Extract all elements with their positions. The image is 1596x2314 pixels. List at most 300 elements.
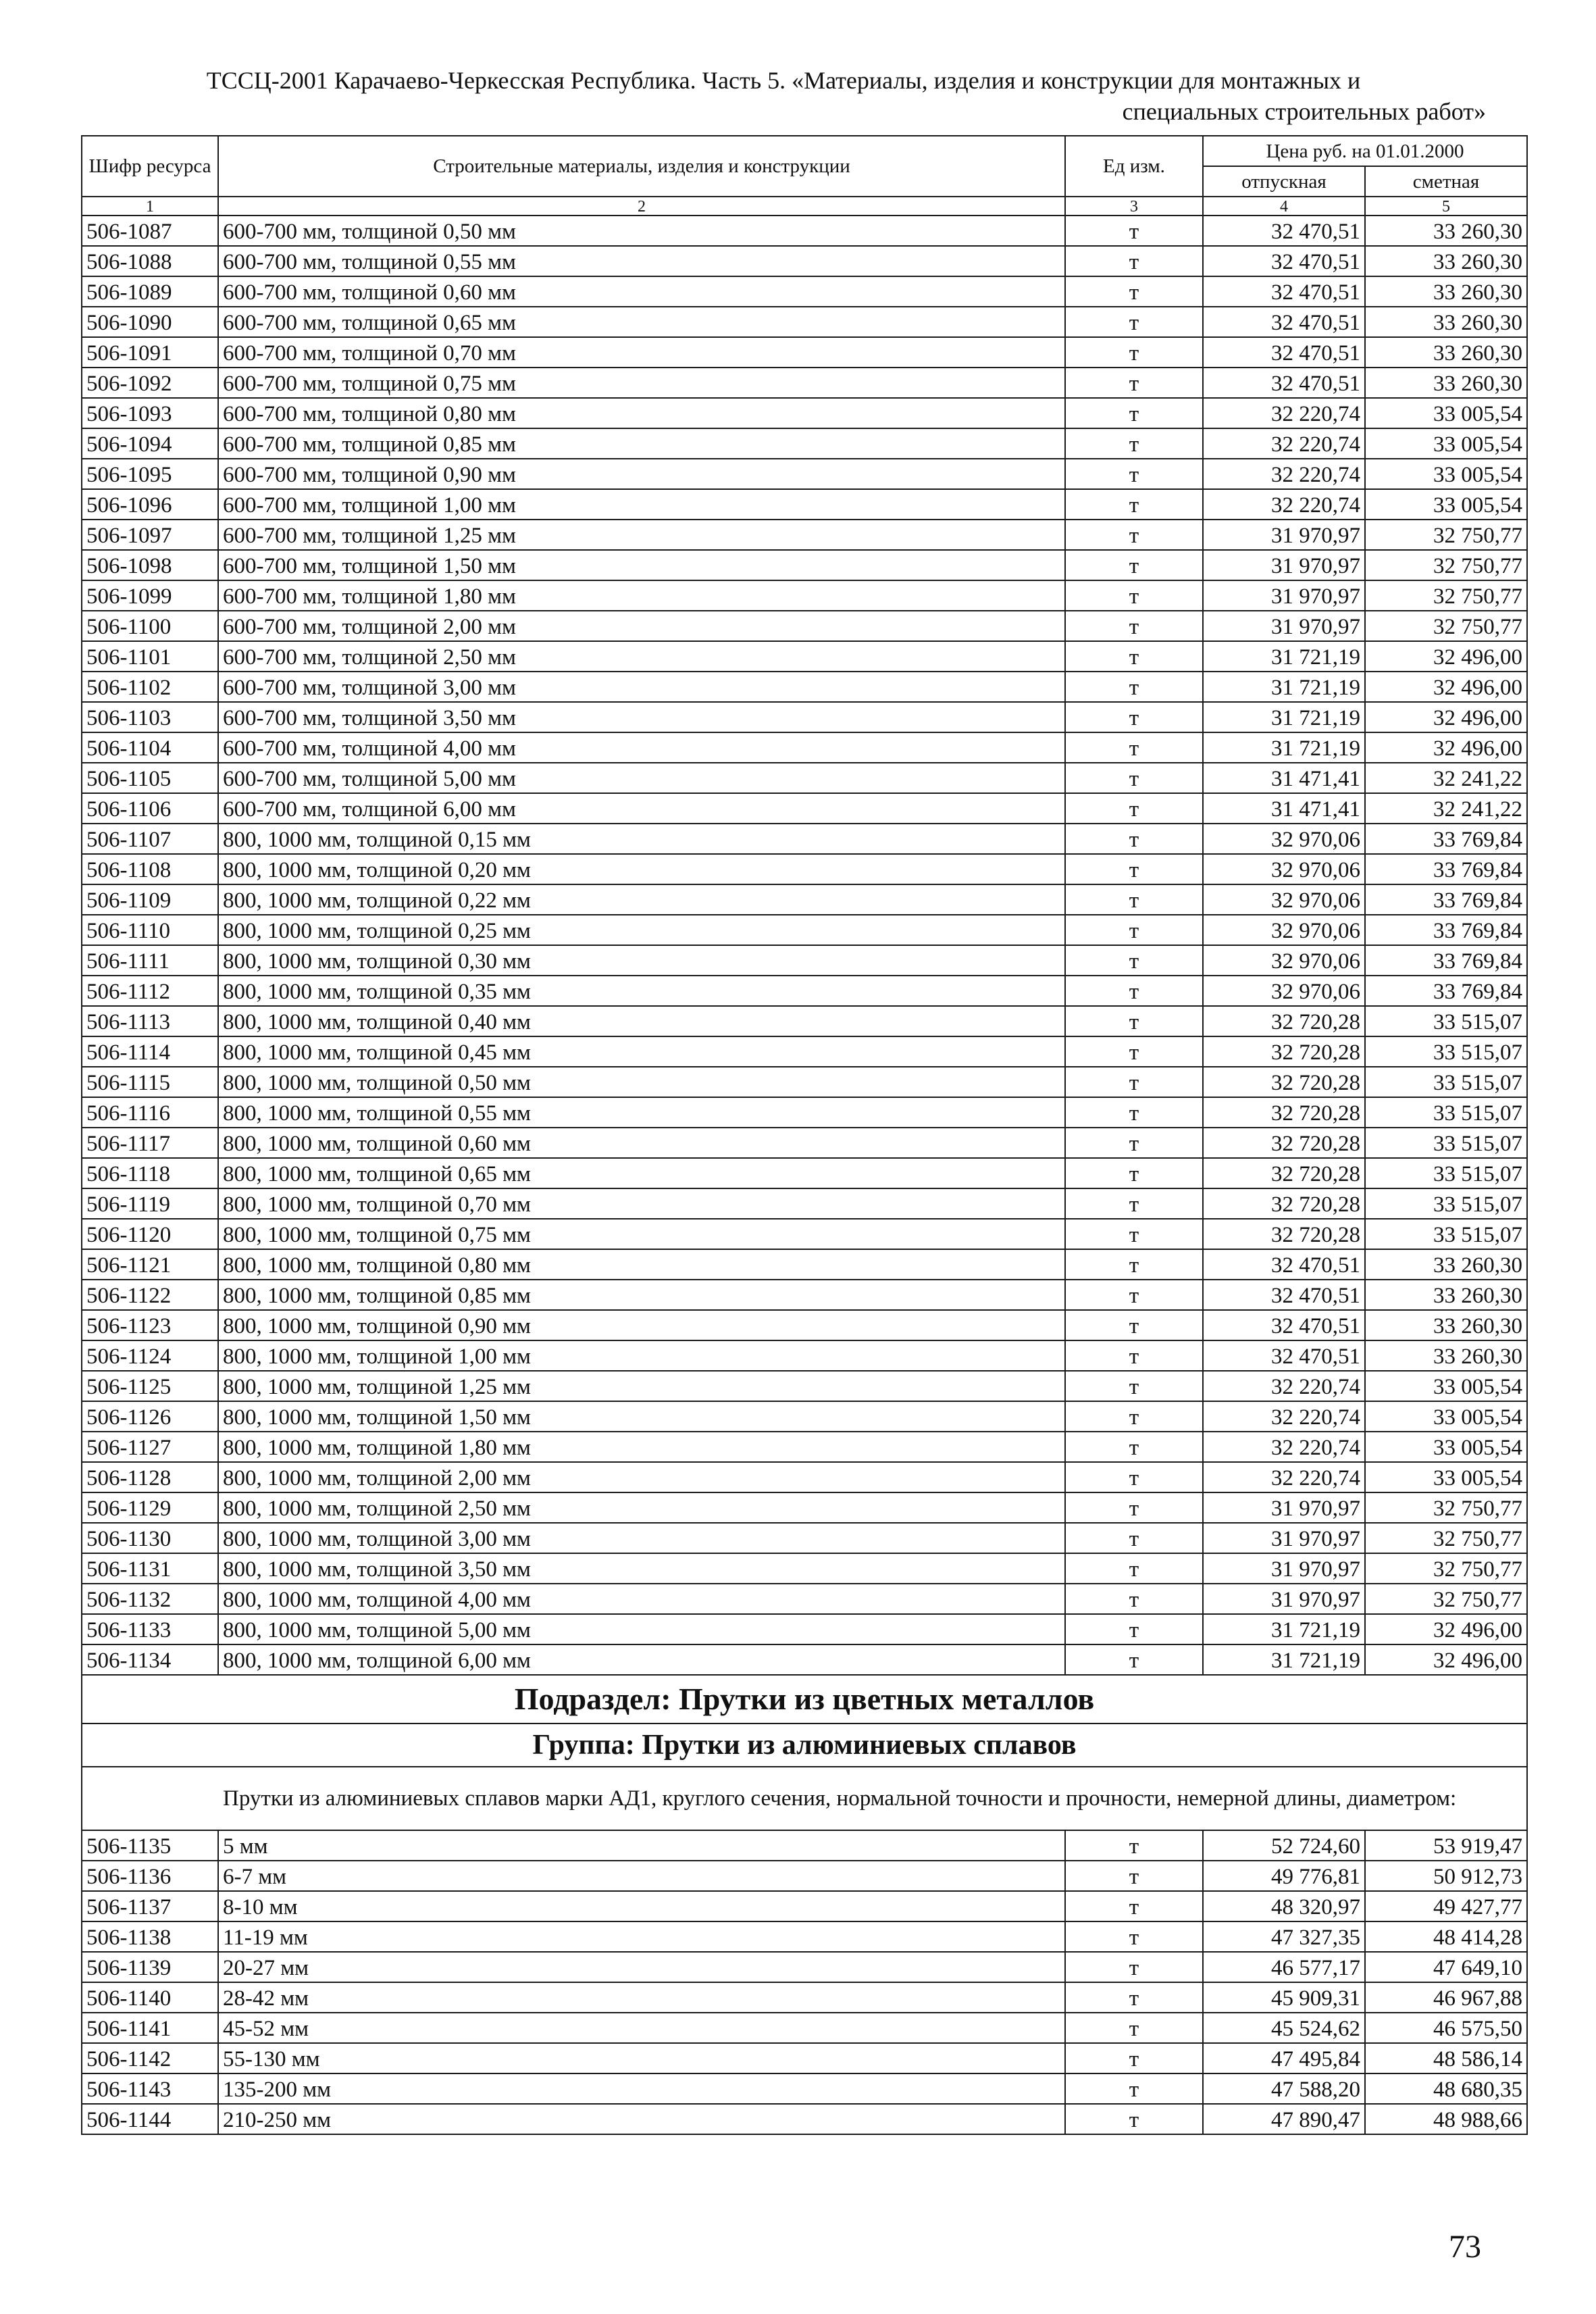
cell-unit: т — [1065, 1310, 1203, 1340]
table-row — [82, 1891, 1527, 1921]
cell-unit: т — [1065, 520, 1203, 550]
cell-unit: т — [1065, 854, 1203, 884]
table-row — [82, 2104, 1527, 2134]
cell-name: 800, 1000 мм, толщиной 1,25 мм — [218, 1371, 1065, 1401]
cell-release-price: 47 495,84 — [1203, 2043, 1365, 2073]
table-row — [82, 1097, 1527, 1128]
table-row — [82, 1188, 1527, 1219]
cell-code: 506-1104 — [82, 732, 218, 763]
table-row — [82, 459, 1527, 489]
table-row — [82, 1861, 1527, 1891]
column-number: 1 — [82, 197, 218, 216]
cell-unit: т — [1065, 246, 1203, 276]
cell-code: 506-1124 — [82, 1340, 218, 1371]
cell-estimate-price: 46 967,88 — [1365, 1982, 1527, 2013]
cell-name: 600-700 мм, толщиной 4,00 мм — [218, 732, 1065, 763]
cell-release-price: 31 970,97 — [1203, 580, 1365, 611]
cell-unit: т — [1065, 1861, 1203, 1891]
cell-release-price: 32 220,74 — [1203, 489, 1365, 520]
cell-name: 800, 1000 мм, толщиной 4,00 мм — [218, 1584, 1065, 1614]
cell-release-price: 47 588,20 — [1203, 2073, 1365, 2104]
cell-release-price: 32 720,28 — [1203, 1097, 1365, 1128]
cell-code: 506-1128 — [82, 1462, 218, 1492]
cell-name: 800, 1000 мм, толщиной 0,60 мм — [218, 1128, 1065, 1158]
cell-code: 506-1092 — [82, 368, 218, 398]
cell-unit: т — [1065, 1006, 1203, 1036]
col-header-release: отпускная — [1203, 166, 1365, 197]
cell-name: 11-19 мм — [218, 1921, 1065, 1952]
cell-unit: т — [1065, 1219, 1203, 1249]
cell-estimate-price: 33 515,07 — [1365, 1188, 1527, 1219]
cell-code: 506-1143 — [82, 2073, 218, 2104]
table-row — [82, 1401, 1527, 1432]
cell-code: 506-1140 — [82, 1982, 218, 2013]
cell-unit: т — [1065, 1128, 1203, 1158]
cell-release-price: 32 470,51 — [1203, 246, 1365, 276]
cell-release-price: 31 970,97 — [1203, 1523, 1365, 1553]
cell-unit: т — [1065, 702, 1203, 732]
cell-code: 506-1130 — [82, 1523, 218, 1553]
cell-estimate-price: 33 260,30 — [1365, 1310, 1527, 1340]
cell-unit: т — [1065, 2104, 1203, 2134]
cell-release-price: 32 970,06 — [1203, 976, 1365, 1006]
cell-code: 506-1100 — [82, 611, 218, 641]
col-header-name: Строительные материалы, изделия и конструкции — [218, 136, 1065, 197]
table-row — [82, 276, 1527, 307]
table-row — [82, 520, 1527, 550]
cell-name: 55-130 мм — [218, 2043, 1065, 2073]
cell-unit: т — [1065, 1371, 1203, 1401]
cell-estimate-price: 33 260,30 — [1365, 246, 1527, 276]
cell-unit: т — [1065, 824, 1203, 854]
table-row — [82, 1310, 1527, 1340]
cell-estimate-price: 33 260,30 — [1365, 216, 1527, 246]
cell-unit: т — [1065, 1432, 1203, 1462]
cell-release-price: 48 320,97 — [1203, 1891, 1365, 1921]
section-block — [82, 1675, 1527, 1830]
cell-name: 210-250 мм — [218, 2104, 1065, 2134]
cell-unit: т — [1065, 1492, 1203, 1523]
table-row — [82, 489, 1527, 520]
cell-code: 506-1125 — [82, 1371, 218, 1401]
table-row — [82, 337, 1527, 368]
cell-estimate-price: 32 750,77 — [1365, 1553, 1527, 1584]
cell-unit: т — [1065, 1891, 1203, 1921]
cell-unit: т — [1065, 1523, 1203, 1553]
table-row — [82, 368, 1527, 398]
table-body-sheet — [82, 216, 1527, 1675]
table-row — [82, 1432, 1527, 1462]
cell-release-price: 46 577,17 — [1203, 1952, 1365, 1982]
cell-code: 506-1127 — [82, 1432, 218, 1462]
cell-name: 600-700 мм, толщиной 0,80 мм — [218, 398, 1065, 428]
cell-code: 506-1120 — [82, 1219, 218, 1249]
cell-estimate-price: 32 750,77 — [1365, 580, 1527, 611]
cell-estimate-price: 33 005,54 — [1365, 489, 1527, 520]
cell-release-price: 31 471,41 — [1203, 763, 1365, 793]
cell-unit: т — [1065, 641, 1203, 672]
cell-release-price: 45 909,31 — [1203, 1982, 1365, 2013]
cell-name: 45-52 мм — [218, 2013, 1065, 2043]
cell-unit: т — [1065, 428, 1203, 459]
price-table — [81, 135, 1528, 2135]
cell-code: 506-1122 — [82, 1280, 218, 1310]
table-row — [82, 1158, 1527, 1188]
cell-code: 506-1131 — [82, 1553, 218, 1584]
cell-name: 28-42 мм — [218, 1982, 1065, 2013]
cell-estimate-price: 32 496,00 — [1365, 702, 1527, 732]
cell-code: 506-1132 — [82, 1584, 218, 1614]
cell-unit: т — [1065, 793, 1203, 824]
table-row — [82, 884, 1527, 915]
cell-name: 800, 1000 мм, толщиной 0,65 мм — [218, 1158, 1065, 1188]
table-row — [82, 398, 1527, 428]
cell-estimate-price: 33 005,54 — [1365, 428, 1527, 459]
cell-name: 800, 1000 мм, толщиной 6,00 мм — [218, 1644, 1065, 1675]
cell-name: 600-700 мм, толщиной 3,00 мм — [218, 672, 1065, 702]
table-row — [82, 1128, 1527, 1158]
cell-release-price: 45 524,62 — [1203, 2013, 1365, 2043]
cell-name: 600-700 мм, толщиной 0,90 мм — [218, 459, 1065, 489]
cell-unit: т — [1065, 732, 1203, 763]
cell-name: 600-700 мм, толщиной 2,50 мм — [218, 641, 1065, 672]
cell-release-price: 47 327,35 — [1203, 1921, 1365, 1952]
cell-estimate-price: 33 005,54 — [1365, 1371, 1527, 1401]
cell-release-price: 31 721,19 — [1203, 732, 1365, 763]
cell-name: 135-200 мм — [218, 2073, 1065, 2104]
table-row — [82, 1067, 1527, 1097]
cell-unit: т — [1065, 611, 1203, 641]
table-row — [82, 945, 1527, 976]
col-header-estimate: сметная — [1365, 166, 1527, 197]
cell-release-price: 32 220,74 — [1203, 1401, 1365, 1432]
cell-name: 800, 1000 мм, толщиной 0,55 мм — [218, 1097, 1065, 1128]
column-number: 4 — [1203, 197, 1365, 216]
cell-unit: т — [1065, 2013, 1203, 2043]
cell-release-price: 32 970,06 — [1203, 915, 1365, 945]
cell-code: 506-1129 — [82, 1492, 218, 1523]
cell-code: 506-1098 — [82, 550, 218, 580]
cell-name: 8-10 мм — [218, 1891, 1065, 1921]
table-row — [82, 550, 1527, 580]
cell-release-price: 32 720,28 — [1203, 1036, 1365, 1067]
cell-estimate-price: 33 769,84 — [1365, 915, 1527, 945]
cell-release-price: 32 220,74 — [1203, 1432, 1365, 1462]
cell-code: 506-1112 — [82, 976, 218, 1006]
cell-name: 600-700 мм, толщиной 0,50 мм — [218, 216, 1065, 246]
table-row — [82, 1462, 1527, 1492]
cell-name: 800, 1000 мм, толщиной 3,50 мм — [218, 1553, 1065, 1584]
cell-release-price: 32 220,74 — [1203, 428, 1365, 459]
cell-estimate-price: 46 575,50 — [1365, 2013, 1527, 2043]
group-description: Прутки из алюминиевых сплавов марки АД1, круглого сечения, нормальной точности и прочности, немерной длины, диаметром: — [82, 1767, 1527, 1830]
cell-code: 506-1123 — [82, 1310, 218, 1340]
table-row — [82, 854, 1527, 884]
cell-estimate-price: 33 260,30 — [1365, 276, 1527, 307]
table-row — [82, 732, 1527, 763]
cell-name: 800, 1000 мм, толщиной 0,70 мм — [218, 1188, 1065, 1219]
description-row — [82, 1767, 1527, 1830]
cell-estimate-price: 33 515,07 — [1365, 1128, 1527, 1158]
cell-release-price: 52 724,60 — [1203, 1830, 1365, 1861]
table-row — [82, 2013, 1527, 2043]
cell-code: 506-1115 — [82, 1067, 218, 1097]
cell-name: 600-700 мм, толщиной 1,00 мм — [218, 489, 1065, 520]
table-row — [82, 1921, 1527, 1952]
cell-release-price: 32 470,51 — [1203, 1249, 1365, 1280]
table-row — [82, 1249, 1527, 1280]
cell-code: 506-1134 — [82, 1644, 218, 1675]
table-row — [82, 1371, 1527, 1401]
cell-unit: т — [1065, 2073, 1203, 2104]
document-header — [81, 65, 1486, 127]
cell-code: 506-1091 — [82, 337, 218, 368]
cell-code: 506-1105 — [82, 763, 218, 793]
table-row — [82, 793, 1527, 824]
cell-estimate-price: 33 260,30 — [1365, 1249, 1527, 1280]
table-row — [82, 1280, 1527, 1310]
cell-release-price: 32 470,51 — [1203, 1280, 1365, 1310]
cell-estimate-price: 32 496,00 — [1365, 1644, 1527, 1675]
cell-release-price: 32 220,74 — [1203, 459, 1365, 489]
col-header-unit: Ед изм. — [1065, 136, 1203, 197]
cell-estimate-price: 33 515,07 — [1365, 1158, 1527, 1188]
cell-code: 506-1137 — [82, 1891, 218, 1921]
cell-code: 506-1106 — [82, 793, 218, 824]
cell-unit: т — [1065, 1280, 1203, 1310]
table-row — [82, 580, 1527, 611]
cell-release-price: 32 220,74 — [1203, 1371, 1365, 1401]
cell-unit: т — [1065, 1462, 1203, 1492]
cell-release-price: 32 720,28 — [1203, 1188, 1365, 1219]
cell-estimate-price: 33 515,07 — [1365, 1036, 1527, 1067]
cell-estimate-price: 33 769,84 — [1365, 976, 1527, 1006]
table-row — [82, 1006, 1527, 1036]
cell-name: 800, 1000 мм, толщиной 1,80 мм — [218, 1432, 1065, 1462]
cell-unit: т — [1065, 337, 1203, 368]
cell-unit: т — [1065, 276, 1203, 307]
cell-release-price: 31 970,97 — [1203, 550, 1365, 580]
cell-unit: т — [1065, 368, 1203, 398]
cell-estimate-price: 32 241,22 — [1365, 793, 1527, 824]
table-row — [82, 428, 1527, 459]
cell-name: 800, 1000 мм, толщиной 1,00 мм — [218, 1340, 1065, 1371]
cell-unit: т — [1065, 672, 1203, 702]
table-row — [82, 1340, 1527, 1371]
col-header-price: Цена руб. на 01.01.2000 — [1203, 136, 1527, 166]
header-line-1: ТССЦ-2001 Карачаево-Черкесская Республика. Часть 5. «Материалы, изделия и конструкции для монтажных и — [206, 67, 1361, 94]
cell-release-price: 31 721,19 — [1203, 672, 1365, 702]
cell-unit: т — [1065, 1036, 1203, 1067]
cell-name: 600-700 мм, толщиной 5,00 мм — [218, 763, 1065, 793]
cell-estimate-price: 32 496,00 — [1365, 672, 1527, 702]
header-line-2: специальных строительных работ» — [1122, 98, 1486, 125]
table-row — [82, 2073, 1527, 2104]
cell-estimate-price: 33 260,30 — [1365, 337, 1527, 368]
cell-code: 506-1114 — [82, 1036, 218, 1067]
cell-estimate-price: 33 515,07 — [1365, 1097, 1527, 1128]
cell-estimate-price: 33 260,30 — [1365, 1280, 1527, 1310]
table-row — [82, 2043, 1527, 2073]
cell-release-price: 31 721,19 — [1203, 702, 1365, 732]
cell-code: 506-1135 — [82, 1830, 218, 1861]
cell-name: 800, 1000 мм, толщиной 0,15 мм — [218, 824, 1065, 854]
cell-estimate-price: 49 427,77 — [1365, 1891, 1527, 1921]
cell-name: 800, 1000 мм, толщиной 0,20 мм — [218, 854, 1065, 884]
cell-code: 506-1136 — [82, 1861, 218, 1891]
cell-unit: т — [1065, 884, 1203, 915]
cell-release-price: 31 970,97 — [1203, 1553, 1365, 1584]
table-row — [82, 976, 1527, 1006]
cell-name: 600-700 мм, толщиной 0,60 мм — [218, 276, 1065, 307]
cell-estimate-price: 33 515,07 — [1365, 1067, 1527, 1097]
cell-estimate-price: 32 496,00 — [1365, 641, 1527, 672]
cell-release-price: 32 470,51 — [1203, 216, 1365, 246]
table-row — [82, 1553, 1527, 1584]
cell-estimate-price: 33 005,54 — [1365, 1432, 1527, 1462]
cell-unit: т — [1065, 1249, 1203, 1280]
cell-release-price: 32 470,51 — [1203, 307, 1365, 337]
cell-unit: т — [1065, 945, 1203, 976]
cell-release-price: 32 470,51 — [1203, 276, 1365, 307]
cell-code: 506-1090 — [82, 307, 218, 337]
cell-unit: т — [1065, 398, 1203, 428]
cell-unit: т — [1065, 1158, 1203, 1188]
cell-code: 506-1088 — [82, 246, 218, 276]
cell-release-price: 47 890,47 — [1203, 2104, 1365, 2134]
cell-release-price: 31 970,97 — [1203, 1584, 1365, 1614]
column-number-row — [82, 197, 1527, 216]
table-row — [82, 1492, 1527, 1523]
group-title: Группа: Прутки из алюминиевых сплавов — [82, 1724, 1527, 1767]
cell-name: 600-700 мм, толщиной 1,80 мм — [218, 580, 1065, 611]
cell-code: 506-1141 — [82, 2013, 218, 2043]
cell-estimate-price: 33 005,54 — [1365, 398, 1527, 428]
cell-unit: т — [1065, 1614, 1203, 1644]
table-body-rods — [82, 1830, 1527, 2134]
cell-name: 800, 1000 мм, толщиной 0,80 мм — [218, 1249, 1065, 1280]
cell-unit: т — [1065, 580, 1203, 611]
cell-code: 506-1108 — [82, 854, 218, 884]
cell-code: 506-1111 — [82, 945, 218, 976]
cell-estimate-price: 33 260,30 — [1365, 368, 1527, 398]
cell-unit: т — [1065, 976, 1203, 1006]
table-row — [82, 763, 1527, 793]
cell-estimate-price: 32 750,77 — [1365, 520, 1527, 550]
cell-estimate-price: 53 919,47 — [1365, 1830, 1527, 1861]
cell-release-price: 32 970,06 — [1203, 945, 1365, 976]
cell-name: 800, 1000 мм, толщиной 0,90 мм — [218, 1310, 1065, 1340]
cell-release-price: 31 721,19 — [1203, 1614, 1365, 1644]
cell-name: 800, 1000 мм, толщиной 0,40 мм — [218, 1006, 1065, 1036]
cell-code: 506-1116 — [82, 1097, 218, 1128]
table-row — [82, 1614, 1527, 1644]
cell-estimate-price: 33 769,84 — [1365, 854, 1527, 884]
table-row — [82, 1830, 1527, 1861]
cell-code: 506-1099 — [82, 580, 218, 611]
cell-code: 506-1121 — [82, 1249, 218, 1280]
cell-release-price: 32 470,51 — [1203, 337, 1365, 368]
table-row — [82, 1982, 1527, 2013]
cell-unit: т — [1065, 459, 1203, 489]
cell-estimate-price: 33 515,07 — [1365, 1219, 1527, 1249]
table-row — [82, 672, 1527, 702]
section-title: Подраздел: Прутки из цветных металлов — [82, 1675, 1527, 1724]
cell-estimate-price: 32 750,77 — [1365, 1492, 1527, 1523]
cell-estimate-price: 48 586,14 — [1365, 2043, 1527, 2073]
table-row — [82, 1584, 1527, 1614]
cell-unit: т — [1065, 1982, 1203, 2013]
cell-name: 800, 1000 мм, толщиной 3,00 мм — [218, 1523, 1065, 1553]
cell-estimate-price: 32 750,77 — [1365, 1584, 1527, 1614]
cell-name: 800, 1000 мм, толщиной 0,75 мм — [218, 1219, 1065, 1249]
cell-code: 506-1093 — [82, 398, 218, 428]
cell-estimate-price: 32 496,00 — [1365, 732, 1527, 763]
cell-unit: т — [1065, 1067, 1203, 1097]
cell-name: 600-700 мм, толщиной 0,70 мм — [218, 337, 1065, 368]
page-number: 73 — [1449, 2229, 1481, 2265]
cell-release-price: 32 470,51 — [1203, 1310, 1365, 1340]
cell-name: 600-700 мм, толщиной 1,50 мм — [218, 550, 1065, 580]
table-row — [82, 641, 1527, 672]
cell-name: 800, 1000 мм, толщиной 0,25 мм — [218, 915, 1065, 945]
cell-estimate-price: 33 260,30 — [1365, 1340, 1527, 1371]
cell-unit: т — [1065, 550, 1203, 580]
cell-release-price: 31 471,41 — [1203, 793, 1365, 824]
table-row — [82, 702, 1527, 732]
cell-name: 600-700 мм, толщиной 0,65 мм — [218, 307, 1065, 337]
table-row — [82, 307, 1527, 337]
cell-code: 506-1101 — [82, 641, 218, 672]
cell-code: 506-1133 — [82, 1614, 218, 1644]
table-row — [82, 1644, 1527, 1675]
cell-estimate-price: 48 680,35 — [1365, 2073, 1527, 2104]
cell-code: 506-1109 — [82, 884, 218, 915]
cell-unit: т — [1065, 1340, 1203, 1371]
cell-estimate-price: 32 750,77 — [1365, 611, 1527, 641]
cell-estimate-price: 32 496,00 — [1365, 1614, 1527, 1644]
table-row — [82, 1219, 1527, 1249]
table-row — [82, 246, 1527, 276]
cell-release-price: 32 970,06 — [1203, 854, 1365, 884]
section-row — [82, 1675, 1527, 1724]
cell-code: 506-1118 — [82, 1158, 218, 1188]
cell-name: 20-27 мм — [218, 1952, 1065, 1982]
cell-unit: т — [1065, 1584, 1203, 1614]
cell-estimate-price: 33 005,54 — [1365, 1401, 1527, 1432]
cell-release-price: 31 721,19 — [1203, 1644, 1365, 1675]
cell-unit: т — [1065, 1921, 1203, 1952]
cell-release-price: 32 470,51 — [1203, 368, 1365, 398]
cell-name: 6-7 мм — [218, 1861, 1065, 1891]
cell-code: 506-1138 — [82, 1921, 218, 1952]
table-row — [82, 1036, 1527, 1067]
cell-code: 506-1144 — [82, 2104, 218, 2134]
cell-name: 600-700 мм, толщиной 1,25 мм — [218, 520, 1065, 550]
cell-unit: т — [1065, 2043, 1203, 2073]
cell-unit: т — [1065, 1952, 1203, 1982]
cell-name: 600-700 мм, толщиной 0,85 мм — [218, 428, 1065, 459]
cell-unit: т — [1065, 1644, 1203, 1675]
cell-unit: т — [1065, 915, 1203, 945]
cell-estimate-price: 32 241,22 — [1365, 763, 1527, 793]
cell-unit: т — [1065, 307, 1203, 337]
cell-release-price: 31 970,97 — [1203, 520, 1365, 550]
cell-estimate-price: 48 414,28 — [1365, 1921, 1527, 1952]
cell-estimate-price: 32 750,77 — [1365, 1523, 1527, 1553]
cell-release-price: 32 720,28 — [1203, 1219, 1365, 1249]
cell-code: 506-1096 — [82, 489, 218, 520]
